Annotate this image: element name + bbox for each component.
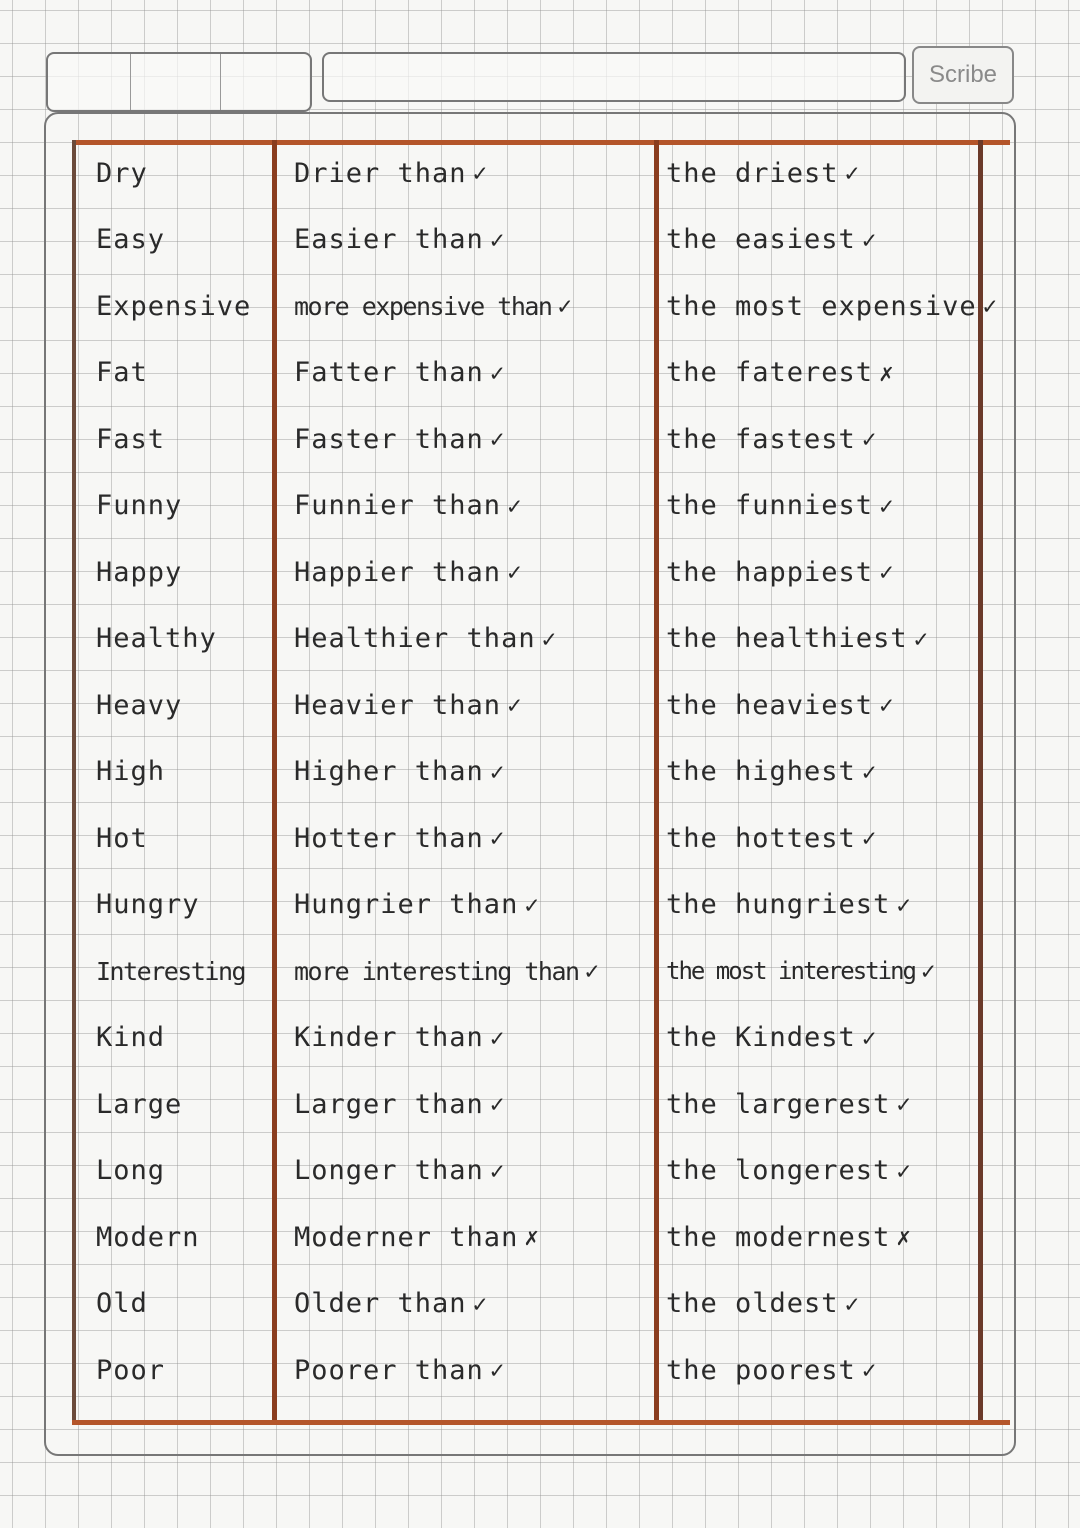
table-row: [72, 938, 1010, 1004]
comparative-text: more expensive than: [294, 291, 552, 321]
superlative-text: the modernest: [666, 1221, 891, 1253]
base-text: Fast: [96, 423, 166, 455]
superlative-mark: ✓: [861, 1356, 878, 1384]
comparative-mark: ✗: [524, 1223, 540, 1251]
base-text: Interesting: [96, 956, 246, 986]
superlative-text: the easiest: [666, 224, 856, 255]
superlative-form: [666, 273, 999, 339]
comparative-text: Faster than: [294, 423, 484, 455]
header-field-title: [322, 52, 906, 102]
comparative-text: Longer than: [294, 1155, 484, 1186]
table-row: [72, 207, 1010, 273]
table-row: [72, 1071, 1010, 1137]
superlative-mark: ✓: [913, 624, 930, 653]
superlative-text: the heaviest: [666, 689, 874, 721]
base-text: Kind: [96, 1022, 166, 1053]
comparative-text: Larger than: [294, 1088, 484, 1120]
superlative-form: [666, 672, 984, 738]
table-row: [72, 406, 1010, 472]
comparative-mark: ✓: [472, 1289, 489, 1318]
base-adjective: [96, 539, 268, 605]
comparative-form: [294, 805, 652, 871]
comparative-form: [294, 938, 652, 1004]
comparative-mark: ✓: [584, 957, 598, 985]
superlative-text: the hottest: [666, 822, 856, 854]
comparative-form: [294, 1005, 652, 1071]
superlative-text: the fastest: [666, 423, 856, 455]
base-adjective: [96, 1337, 268, 1403]
comparative-form: [294, 739, 652, 805]
superlative-form: [666, 1071, 984, 1137]
base-adjective: [96, 406, 268, 472]
table-row: [72, 473, 1010, 539]
comparative-mark: ✓: [489, 824, 506, 852]
comparative-text: more interesting than: [294, 956, 579, 986]
superlative-form: [666, 872, 984, 938]
superlative-mark: ✓: [879, 691, 895, 719]
comparative-mark: ✓: [489, 1090, 506, 1118]
superlative-text: the longerest: [666, 1155, 891, 1186]
brand-logo: Scribe: [912, 46, 1014, 104]
base-adjective: [96, 340, 268, 406]
base-adjective: [96, 1005, 268, 1071]
base-adjective: [96, 207, 268, 273]
comparative-form: [294, 406, 652, 472]
comparative-text: Older than: [294, 1288, 467, 1319]
table-row: [72, 1005, 1010, 1071]
comparative-mark: ✓: [472, 159, 489, 187]
comparative-text: Drier than: [294, 157, 467, 189]
superlative-text: the Kindest: [666, 1022, 856, 1053]
comparative-mark: ✓: [489, 1156, 506, 1185]
comparative-text: Happier than: [294, 556, 502, 588]
comparative-form: [294, 1271, 652, 1337]
comparative-text: Fatter than: [294, 357, 484, 388]
comparative-mark: ✓: [489, 757, 506, 786]
table-row: [72, 672, 1010, 738]
superlative-mark: ✓: [861, 225, 878, 254]
comparative-mark: ✓: [489, 1023, 506, 1052]
superlative-form: [666, 805, 984, 871]
superlative-text: the oldest: [666, 1288, 839, 1319]
base-adjective: [96, 473, 268, 539]
superlative-form: [666, 539, 984, 605]
comparative-mark: ✓: [507, 558, 523, 586]
base-text: High: [96, 756, 166, 787]
table-row: [72, 739, 1010, 805]
table-row: [72, 606, 1010, 672]
superlative-mark: ✓: [861, 757, 878, 786]
superlative-text: the highest: [666, 756, 856, 787]
comparative-form: [294, 1337, 652, 1403]
comparative-form: [294, 340, 652, 406]
superlative-mark: ✓: [896, 1090, 912, 1118]
base-text: Hungry: [96, 889, 200, 920]
superlative-mark: ✓: [896, 1156, 912, 1185]
base-text: Long: [96, 1155, 166, 1186]
base-text: Expensive: [96, 290, 252, 322]
adjective-table: [72, 140, 1010, 1425]
base-text: Modern: [96, 1221, 200, 1253]
base-text: Funny: [96, 490, 183, 521]
comparative-form: [294, 539, 652, 605]
superlative-text: the driest: [666, 157, 839, 189]
comparative-text: Funnier than: [294, 490, 502, 521]
comparative-form: [294, 1138, 652, 1204]
superlative-text: the hungriest: [666, 889, 891, 920]
superlative-form: [666, 1005, 984, 1071]
header-field-divider: [220, 54, 221, 110]
comparative-mark: ✓: [541, 624, 558, 653]
base-text: Large: [96, 1088, 183, 1120]
superlative-form: [666, 1204, 984, 1270]
base-text: Fat: [96, 357, 148, 388]
table-row: [72, 340, 1010, 406]
base-adjective: [96, 606, 268, 672]
superlative-mark: ✓: [879, 558, 895, 586]
table-row: [72, 1271, 1010, 1337]
comparative-text: Hungrier than: [294, 889, 519, 920]
base-adjective: [96, 273, 268, 339]
comparative-form: [294, 273, 652, 339]
header-field-divider: [130, 54, 131, 110]
superlative-mark: ✓: [861, 824, 878, 852]
table-row: [72, 1337, 1010, 1403]
superlative-form: [666, 406, 984, 472]
base-adjective: [96, 872, 268, 938]
superlative-mark: ✓: [861, 1023, 878, 1052]
base-adjective: [96, 140, 268, 206]
superlative-text: the most interesting: [666, 957, 915, 985]
superlative-form: [666, 1138, 984, 1204]
comparative-form: [294, 140, 652, 206]
superlative-text: the poorest: [666, 1354, 856, 1386]
comparative-text: Healthier than: [294, 623, 536, 654]
comparative-mark: ✓: [524, 890, 540, 919]
table-row: [72, 140, 1010, 206]
base-text: Poor: [96, 1354, 166, 1386]
base-text: Dry: [96, 157, 148, 189]
base-text: Hot: [96, 822, 148, 854]
comparative-mark: ✓: [489, 225, 506, 254]
table-row: [72, 1204, 1010, 1270]
base-adjective: [96, 739, 268, 805]
comparative-text: Poorer than: [294, 1354, 484, 1386]
superlative-form: [666, 1337, 984, 1403]
superlative-text: the funniest: [666, 490, 874, 521]
superlative-text: the happiest: [666, 556, 874, 588]
table-row: [72, 1138, 1010, 1204]
comparative-text: Higher than: [294, 756, 484, 787]
comparative-form: [294, 872, 652, 938]
superlative-form: [666, 938, 984, 1004]
superlative-mark: ✓: [879, 491, 895, 520]
superlative-form: [666, 340, 984, 406]
superlative-form: [666, 140, 984, 206]
comparative-form: [294, 1071, 652, 1137]
table-row: [72, 539, 1010, 605]
superlative-mark: ✓: [920, 957, 934, 985]
base-text: Healthy: [96, 623, 217, 654]
comparative-form: [294, 672, 652, 738]
comparative-text: Hotter than: [294, 822, 484, 854]
header-field-left: [46, 52, 312, 112]
superlative-mark: ✗: [879, 358, 895, 387]
base-text: Easy: [96, 224, 166, 255]
base-adjective: [96, 1071, 268, 1137]
comparative-mark: ✓: [507, 491, 523, 520]
comparative-mark: ✓: [489, 425, 506, 453]
comparative-text: Moderner than: [294, 1221, 519, 1253]
superlative-text: the largerest: [666, 1088, 891, 1120]
comparative-form: [294, 606, 652, 672]
comparative-mark: ✓: [489, 1356, 506, 1384]
comparative-form: [294, 1204, 652, 1270]
superlative-form: [666, 1271, 984, 1337]
superlative-mark: ✓: [896, 890, 912, 919]
superlative-mark: ✓: [844, 159, 861, 187]
table-row: [72, 872, 1010, 938]
superlative-mark: ✗: [896, 1223, 912, 1251]
superlative-form: [666, 606, 984, 672]
base-adjective: [96, 1271, 268, 1337]
base-adjective: [96, 672, 268, 738]
base-adjective: [96, 805, 268, 871]
comparative-mark: ✓: [507, 691, 523, 719]
base-adjective: [96, 1138, 268, 1204]
superlative-text: the healthiest: [666, 623, 908, 654]
table-row: [72, 273, 1010, 339]
superlative-mark: ✓: [844, 1289, 861, 1318]
superlative-text: the faterest: [666, 357, 874, 388]
comparative-form: [294, 207, 652, 273]
comparative-text: Easier than: [294, 224, 484, 255]
superlative-form: [666, 207, 984, 273]
table-rule-bottom: [72, 1420, 1010, 1425]
base-adjective: [96, 938, 268, 1004]
comparative-text: Kinder than: [294, 1022, 484, 1053]
base-adjective: [96, 1204, 268, 1270]
superlative-text: the most expensive: [666, 290, 977, 322]
superlative-mark: ✓: [982, 292, 999, 320]
superlative-form: [666, 739, 984, 805]
comparative-form: [294, 473, 652, 539]
superlative-form: [666, 473, 984, 539]
table-row: [72, 805, 1010, 871]
base-text: Happy: [96, 556, 183, 588]
comparative-mark: ✓: [489, 358, 506, 387]
comparative-mark: ✓: [557, 292, 571, 320]
superlative-mark: ✓: [861, 425, 878, 453]
base-text: Heavy: [96, 689, 183, 721]
comparative-text: Heavier than: [294, 689, 502, 721]
base-text: Old: [96, 1288, 148, 1319]
